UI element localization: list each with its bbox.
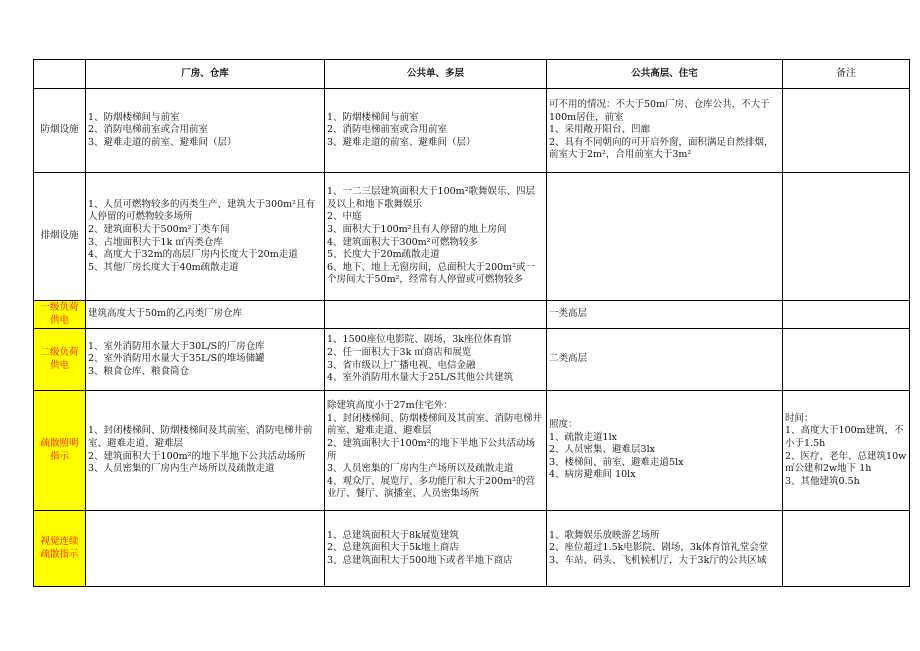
table-row-primary-power — [34, 301, 910, 329]
table-row-evacuation-lighting — [34, 391, 910, 511]
cell-primary-power-public-high: 一类高层 — [547, 301, 783, 329]
row-label-continuous-evacuation-sign: 视觉连续疏散指示 — [34, 511, 86, 587]
cell-smoke-prevention-public-low: 1、防烟楼梯间与前室 2、消防电梯前室或合用前室 3、避难走道的前室、避难间（层） — [325, 89, 547, 173]
header-corner-cell — [34, 60, 86, 89]
cell-secondary-power-public-high: 二类高层 — [547, 329, 783, 391]
cell-smoke-exhaust-public-high — [547, 173, 783, 301]
cell-secondary-power-remarks — [783, 329, 910, 391]
cell-secondary-power-factory: 1、室外消防用水量大于30L/S的厂房仓库 2、室外消防用水量大于35L/S的堆场储罐 3、粮食仓库、粮食筒仓 — [86, 329, 325, 391]
cell-primary-power-remarks — [783, 301, 910, 329]
header-public-high-rise-residential: 公共高层、住宅 — [547, 60, 783, 89]
cell-evacuation-lighting-remarks: 时间： 1、高度大于100m建筑，不小于1.5h 2、医疗、老年、总建筑10w ㎡公建和2w地下 1h 3、其他建筑0.5h — [783, 391, 910, 511]
row-label-smoke-prevention: 防烟设施 — [34, 89, 86, 173]
row-label-primary-power: 一级负荷供电 — [34, 301, 86, 329]
header-public-low-rise: 公共单、多层 — [325, 60, 547, 89]
cell-smoke-exhaust-factory: 1、人员可燃物较多的丙类生产、建筑大于300m²且有人停留的可燃物较多场所 2、建筑面积大于500m²丁类车间 3、占地面积大于1k ㎡丙类仓库 4、高度大于32m的高层厂房内长度大于20m走道 5、其他厂房长度大于40m疏散走道 — [86, 173, 325, 301]
table-row-secondary-power — [34, 329, 910, 391]
cell-continuous-sign-public-low: 1、总建筑面积大于8k展览建筑 2、总建筑面积大于5k地上商店 3、总建筑面积大于500地下或者半地下商店 — [325, 511, 547, 587]
cell-secondary-power-public-low: 1、1500座位电影院、剧场，3k座位体育馆 2、任一面积大于3k ㎡商店和展览 3、省市级以上广播电视、电信金融 4、室外消防用水量大于25L/S其他公共建筑 — [325, 329, 547, 391]
cell-smoke-prevention-factory: 1、防烟楼梯间与前室 2、消防电梯前室或合用前室 3、避难走道的前室、避难间（层） — [86, 89, 325, 173]
cell-smoke-prevention-public-high: 可不用的情况：不大于50m厂房、仓库公共，不大于100m居住，前室 1、采用敞开阳台、凹廊 2、具有不同朝向的可开启外窗，面积满足自然排烟，前室大于2m²，合用前室大于3m² — [547, 89, 783, 173]
table-row-smoke-exhaust — [34, 173, 910, 301]
cell-evacuation-lighting-factory: 1、封闭楼梯间、防烟楼梯间及其前室、消防电梯井前室、避难走道、避难层 2、建筑面积大于100m²的地下半地下公共活动场所 3、人员密集的厂房内生产场所以及疏散走道 — [86, 391, 325, 511]
cell-smoke-exhaust-public-low: 1、一二三层建筑面积大于100m²歌舞娱乐、四层及以上和地下歌舞娱乐 2、中庭 3、面积大于100m²且有人停留的地上房间 4、建筑面积大于300m²可燃物较多 5、长度大于20m疏散走道 6、地下、地上无窗房间，总面积大于200m²或一个房间大于50m²，经常有人停留或可燃物较多 — [325, 173, 547, 301]
header-row — [34, 60, 910, 89]
table-row-smoke-prevention — [34, 89, 910, 173]
cell-smoke-exhaust-remarks — [783, 173, 910, 301]
cell-evacuation-lighting-public-high: 照度： 1、疏散走道1lx 2、人员密集、避难层3lx 3、楼梯间、前室、避难走道5lx 4、病房避难间 10lx — [547, 391, 783, 511]
cell-continuous-sign-remarks — [783, 511, 910, 587]
fire-facilities-table — [33, 59, 910, 587]
header-factory-warehouse: 厂房、仓库 — [86, 60, 325, 89]
row-label-smoke-exhaust: 排烟设施 — [34, 173, 86, 301]
cell-smoke-prevention-remarks — [783, 89, 910, 173]
cell-primary-power-factory: 建筑高度大于50m的乙丙类厂房仓库 — [86, 301, 325, 329]
cell-continuous-sign-factory — [86, 511, 325, 587]
cell-continuous-sign-public-high: 1、歌舞娱乐放映游艺场所 2、座位超过1.5k电影院、剧场，3k体育馆礼堂会堂 3、车站、码头、飞机候机厅，大于3k厅的公共区域 — [547, 511, 783, 587]
cell-primary-power-public-low — [325, 301, 547, 329]
cell-evacuation-lighting-public-low: 除建筑高度小于27m住宅外： 1、封闭楼梯间、防烟楼梯间及其前室、消防电梯井前室、避难走道、避难层 2、建筑面积大于100m²的地下半地下公共活动场所 3、人员密集的厂房内生产场所以及疏散走道 4、观众厅、展览厅、多功能厅和大于200m²的营业厅、餐厅、演播室、人员密集场所 — [325, 391, 547, 511]
table-row-continuous-evacuation-sign — [34, 511, 910, 587]
header-remarks: 备注 — [783, 60, 910, 89]
row-label-evacuation-lighting: 疏散照明指示 — [34, 391, 86, 511]
row-label-secondary-power: 二级负荷供电 — [34, 329, 86, 391]
